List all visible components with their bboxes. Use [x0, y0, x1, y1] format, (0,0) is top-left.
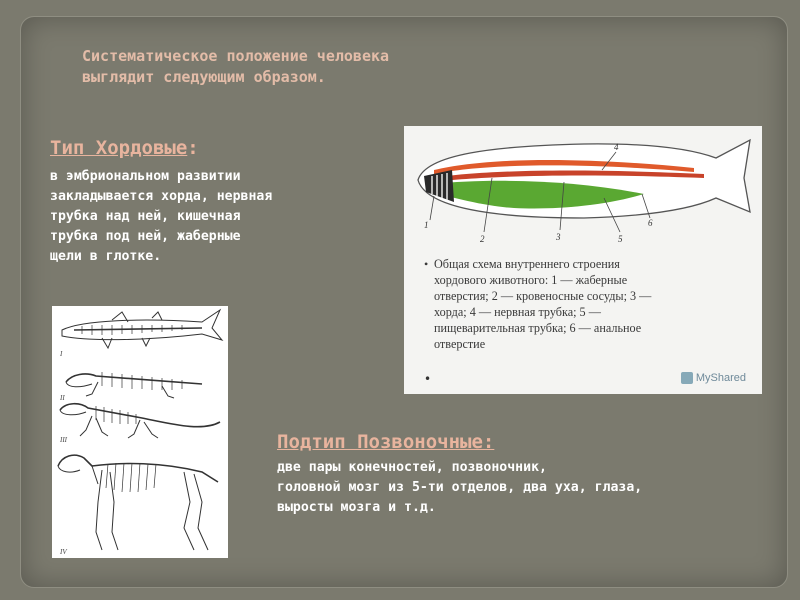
label-2: 2: [480, 234, 485, 244]
watermark-text: MyShared: [695, 372, 746, 384]
vertebrate-skeletons-figure: [52, 306, 228, 558]
chordate-body-diagram: [404, 126, 762, 254]
skeletons-drawing: [52, 306, 228, 558]
myshared-logo-icon: [681, 372, 693, 384]
chordates-line: трубка над ней, кишечная: [50, 209, 241, 224]
chordates-heading-colon: :: [187, 137, 199, 159]
caption-line: отверстия; 2 — кровеносные сосуды; 3 —: [434, 289, 652, 303]
chordate-anatomy-figure: [404, 126, 762, 394]
caption-bullet: •: [424, 257, 429, 271]
empty-bullet: •: [424, 372, 432, 386]
vertebrates-heading: [277, 430, 494, 454]
label-6: 6: [648, 218, 653, 228]
label-3: 3: [556, 232, 561, 242]
caption-line: Общая схема внутреннего строения: [434, 257, 620, 271]
skeleton-label: I: [60, 350, 63, 358]
caption-line: хорда; 4 — нервная трубка; 5 —: [434, 305, 601, 319]
reptile-skeleton: [60, 404, 220, 438]
shark-skeleton: [62, 310, 222, 348]
title-line-1: Систематическое положение человека: [82, 47, 390, 65]
vertebrates-line: головной мозг из 5-ти отделов, два уха, глаза,: [277, 480, 643, 495]
slide-title: [82, 46, 602, 88]
body-outline: [418, 140, 750, 218]
skeleton-label: IV: [60, 548, 67, 556]
amphibian-skeleton: [66, 372, 202, 398]
vertebrates-description: [277, 458, 642, 518]
chordates-line: закладывается хорда, нервная: [50, 189, 273, 204]
skeleton-label: III: [60, 436, 67, 444]
skeleton-label: II: [60, 394, 65, 402]
label-1: 1: [424, 220, 429, 230]
title-line-2: выглядит следующим образом.: [82, 68, 326, 86]
vertebrates-heading-text: Подтип Позвоночные:: [277, 431, 495, 453]
vertebrates-line: две пары конечностей, позвоночник,: [277, 460, 547, 475]
chordates-line: в эмбриональном развитии: [50, 169, 241, 184]
caption-line: отверстие: [434, 337, 486, 351]
myshared-watermark: [681, 372, 746, 384]
caption-line: хордового животного: 1 — жаберные: [434, 273, 628, 287]
chordates-description: [50, 167, 272, 267]
label-5: 5: [618, 234, 623, 244]
mammal-skeleton: [58, 455, 218, 550]
diagram-caption: [420, 256, 740, 352]
caption-line: пищеварительная трубка; 6 — анальное: [434, 321, 642, 335]
chordates-line: трубка под ней, жаберные: [50, 229, 241, 244]
chordates-line: щели в глотке.: [50, 249, 162, 264]
chordates-heading: [50, 136, 199, 160]
label-4: 4: [614, 142, 619, 152]
chordates-heading-text: Тип Хордовые: [50, 137, 188, 159]
vertebrates-line: выросты мозга и т.д.: [277, 500, 436, 515]
